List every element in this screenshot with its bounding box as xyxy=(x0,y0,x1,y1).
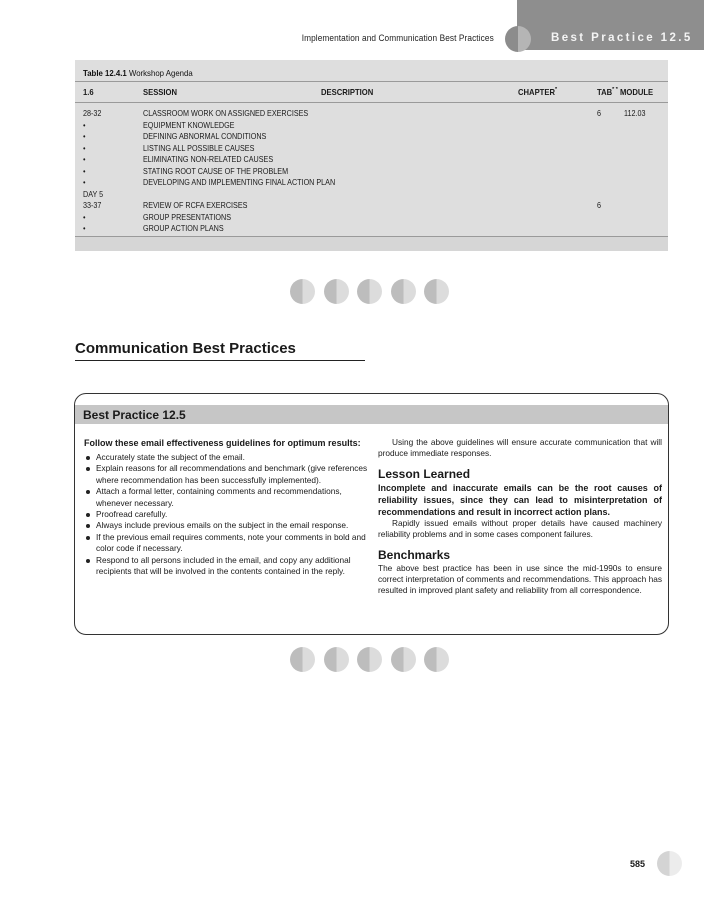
half-circle-icon xyxy=(324,279,349,304)
list-item: Proofread carefully. xyxy=(84,509,368,520)
column-header: DESCRIPTION xyxy=(321,87,374,97)
table-row: 28-32 CLASSROOM WORK ON ASSIGNED EXERCISES 6 112.03 xyxy=(83,109,646,118)
decorative-dots xyxy=(290,279,456,305)
table-row: • STATING ROOT CAUSE OF THE PROBLEM xyxy=(83,166,289,176)
benchmarks-heading: Benchmarks xyxy=(378,547,451,562)
table-row: • ELIMINATING NON-RELATED CAUSES xyxy=(83,155,274,164)
table-row: • GROUP ACTION PLANS xyxy=(83,224,224,233)
table-row: • LISTING ALL POSSIBLE CAUSES xyxy=(83,143,255,153)
table-row: • EQUIPMENT KNOWLEDGE xyxy=(83,120,235,130)
table-footer xyxy=(75,236,668,251)
half-circle-icon xyxy=(391,279,416,304)
lesson-learned-text: Rapidly issued emails without proper details have caused machinery reliability problems and in some cases component failures. xyxy=(378,517,662,540)
half-circle-icon xyxy=(424,647,449,672)
column-header-chapter: CHAPTER* xyxy=(518,87,558,97)
table-caption-number: Table 12.4.1 xyxy=(83,68,127,78)
lesson-learned-heading: Lesson Learned xyxy=(378,466,471,481)
section-title: Communication Best Practices xyxy=(75,340,365,361)
decorative-dots xyxy=(290,647,456,673)
column-header-tab: TAB* * MODULE xyxy=(597,87,654,97)
half-circle-icon xyxy=(324,647,349,672)
table-row: • DEVELOPING AND IMPLEMENTING FINAL ACTION PLAN xyxy=(83,178,336,187)
list-item: Respond to all persons included in the email, and copy any additional recipients that will be involved in the contents contained in the reply. xyxy=(84,555,368,578)
running-title: Implementation and Communication Best Practices xyxy=(301,33,494,43)
table-body xyxy=(75,109,668,236)
table-header-row xyxy=(75,81,668,103)
guidelines-intro: Follow these email effectiveness guidelines for optimum results: xyxy=(84,438,361,448)
list-item: Accurately state the subject of the email. xyxy=(84,452,368,463)
half-circle-icon xyxy=(391,647,416,672)
guidelines-summary: Using the above guidelines will ensure accurate communication that will produce immediate responses. xyxy=(378,437,662,459)
list-item: Always include previous emails on the subject in the email response. xyxy=(84,520,368,531)
page-number: 585 xyxy=(630,859,646,869)
best-practice-header xyxy=(75,405,668,424)
header-band-label: Best Practice 12.5 xyxy=(551,32,693,44)
table-caption xyxy=(83,68,193,78)
half-circle-icon xyxy=(357,279,382,304)
best-practice-box xyxy=(74,393,669,635)
table-caption-text: Workshop Agenda xyxy=(128,68,193,78)
benchmarks-text: The above best practice has been in use since the mid-1990s to ensure correct interpretation of comments and recommendations. This approach has resulted in improved plant safety and reliability from all correspondence. xyxy=(378,562,662,596)
lesson-learned-bold: Incomplete and inaccurate emails can be the root causes of reliability issues, since they can lead to misinterpretation of recommendations and result in incorrect action plans. xyxy=(378,482,662,517)
list-item: If the previous email requires comments, note your comments in bold and color code if necessary. xyxy=(84,532,368,555)
list-item: Attach a formal letter, containing comments and recommendations, whenever necessary. xyxy=(84,486,368,509)
workshop-agenda-table xyxy=(75,60,668,250)
table-row: DAY 5 xyxy=(83,189,104,199)
best-practice-heading: Best Practice 12.5 xyxy=(83,408,186,422)
header-circle-icon xyxy=(505,26,531,52)
table-row: • DEFINING ABNORMAL CONDITIONS xyxy=(83,132,267,141)
column-header: SESSION xyxy=(143,87,178,97)
column-header: 1.6 xyxy=(83,87,94,97)
page-circle-icon xyxy=(657,851,682,876)
half-circle-icon xyxy=(424,279,449,304)
right-column xyxy=(378,437,662,597)
table-row: 33-37 REVIEW OF RCFA EXERCISES 6 xyxy=(83,201,602,210)
table-row: • GROUP PRESENTATIONS xyxy=(83,212,232,222)
half-circle-icon xyxy=(357,647,382,672)
half-circle-icon xyxy=(290,647,315,672)
half-circle-icon xyxy=(290,279,315,304)
guidelines-list xyxy=(84,452,368,577)
left-column xyxy=(84,437,368,577)
list-item: Explain reasons for all recommendations and benchmark (give references where recommendation has been successfully implemented). xyxy=(84,463,368,486)
